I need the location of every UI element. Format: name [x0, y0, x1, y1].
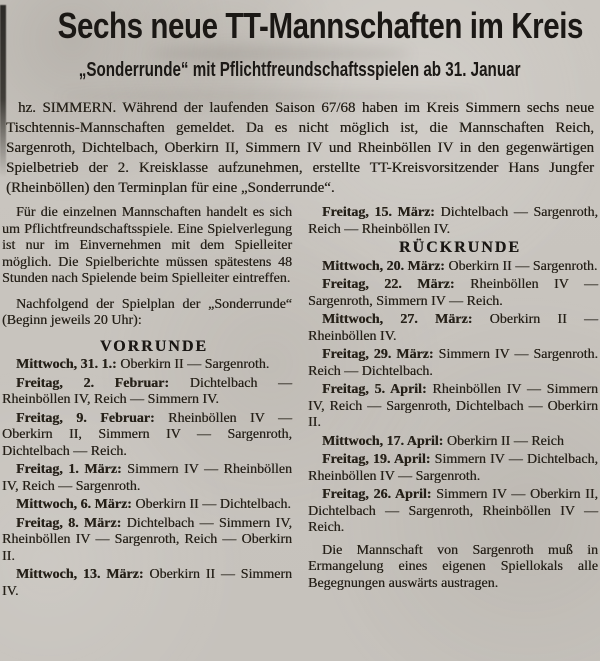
entry-games: Oberkirn II — Sargenroth.	[448, 258, 598, 274]
entry-date: Mittwoch, 20. März:	[322, 258, 445, 274]
entry-games: Dichtelbach — Rheinböllen IV, Reich — Simmern IV.	[2, 375, 292, 407]
section-title-rueckrunde: RÜCKRUNDE	[399, 239, 521, 256]
entry-games: Simmern IV — Rheinböllen IV, Reich — Sargenroth.	[2, 462, 292, 494]
schedule-entry	[308, 452, 598, 485]
article-subheadline-text: „Sonderrunde“ mit Pflichtfreundschaftsspielen ab 31. Januar	[79, 59, 521, 81]
entry-date: Mittwoch, 31. 1.:	[16, 357, 117, 372]
entry-date: Mittwoch, 6. März:	[16, 497, 132, 512]
entry-games: Simmern IV — Sargenroth. Reich — Dichtelbach.	[308, 347, 598, 379]
rules-paragraph: Für die einzelnen Mannschaften handelt es sich um Pflichtfreundschaftsspiele. Eine Spielverlegung ist nur im Einvernehmen mit dem Spielleiter möglich. Die Spielberichte müssen spätestens 48 Stunden nach Spielende beim Spielleiter eintreffen.	[2, 205, 292, 286]
entry-games: Oberkirn II — Dichtelbach.	[135, 497, 291, 512]
schedule-entry	[308, 205, 598, 238]
section-title-vorrunde: VORRUNDE	[99, 337, 209, 355]
entry-date: Freitag, 19. April:	[322, 452, 431, 467]
schedule-entry	[308, 277, 598, 310]
entry-date: Freitag, 8. März:	[16, 515, 122, 531]
entry-date: Mittwoch, 17. April:	[322, 433, 444, 449]
entry-date: Mittwoch, 27. März:	[322, 312, 473, 327]
entry-games: Dichtelbach — Simmern IV, Rheinböllen IV — Sargenroth, Reich — Oberkirn II.	[2, 515, 292, 564]
entry-games: Dichtelbach — Sargenroth, Reich — Rheinböllen IV.	[308, 205, 599, 237]
schedule-entry	[308, 382, 598, 432]
schedule-entry	[2, 567, 292, 600]
newspaper-scan	[0, 5, 600, 661]
entry-date: Freitag, 26. April:	[322, 487, 432, 502]
left-column	[2, 205, 292, 602]
entry-games: Oberkirn II — Reich	[446, 433, 564, 449]
article-subheadline	[0, 56, 600, 83]
entry-date: Freitag, 5. April:	[322, 382, 427, 397]
schedule-note-paragraph: Nachfolgend der Spielplan der „Sonderrunde“ (Beginn jeweils 20 Uhr):	[2, 296, 292, 328]
schedule-entry	[2, 376, 292, 409]
schedule-entry	[308, 312, 598, 345]
article	[0, 5, 600, 602]
schedule-entry	[2, 516, 292, 566]
entry-games: Simmern IV — Oberkirn II, Dichtelbach — Sargenroth, Rheinböllen IV — Reich.	[308, 487, 599, 535]
vorrunde-entries-continued	[308, 205, 598, 238]
entry-games: Simmern IV — Dichtelbach, Rheinböllen IV — Sargenroth.	[308, 452, 598, 484]
entry-date: Freitag, 1. März:	[16, 462, 122, 477]
schedule-entry	[308, 259, 598, 276]
schedule-entry	[308, 487, 598, 537]
entry-games: Oberkirn II — Simmern IV.	[2, 567, 292, 599]
vorrunde-entries	[2, 357, 292, 600]
schedule-entry	[2, 411, 292, 461]
entry-date: Freitag, 2. Februar:	[16, 375, 170, 391]
entry-date: Freitag, 22. März:	[322, 277, 455, 292]
right-column	[308, 205, 598, 602]
article-headline-text: Sechs neue TT-Mannschaften im Kreis	[57, 5, 584, 46]
schedule-entry	[2, 497, 292, 514]
intro-paragraph: hz. SIMMERN. Während der laufenden Saison 67/68 haben im Kreis Simmern sechs neue Tischtennis-Mannschaften gemeldet. Da es nicht möglich ist, die Mannschaften Reich, Sargenroth, Dichtelbach, Oberkirn II, Simmern IV und Rheinböllen IV in den gegenwärtigen Spielbetrieb der 2. Kreisklasse aufzunehmen, erstellte TT-Kreisvorsitzender Hans Jungfer (Rheinböllen) den Terminplan für eine „Sonderrunde“.	[6, 100, 594, 196]
article-headline	[0, 5, 600, 47]
entry-games: Oberkirn II — Rheinböllen IV.	[308, 312, 598, 344]
closing-paragraph: Die Mannschaft von Sargenroth muß in Ermangelung eines eigenen Spiellokals alle Begegnungen auswärts austragen.	[308, 542, 598, 591]
article-columns	[0, 205, 600, 602]
entry-games: Rheinböllen IV — Simmern IV, Reich — Sargenroth, Dichtelbach — Oberkirn II.	[308, 382, 598, 430]
entry-games: Rheinböllen IV — Oberkirn II, Simmern IV — Sargenroth, Dichtelbach — Reich.	[2, 410, 292, 459]
schedule-entry	[2, 462, 292, 495]
entry-games: Rheinböllen IV — Sargenroth, Simmern IV — Reich.	[308, 277, 598, 309]
schedule-entry	[308, 434, 598, 451]
entry-date: Freitag, 15. März:	[322, 205, 435, 220]
scan-edge-artifact	[0, 5, 6, 177]
entry-games: Oberkirn II — Sargenroth.	[120, 357, 270, 372]
entry-date: Freitag, 9. Februar:	[16, 410, 155, 426]
schedule-entry	[308, 347, 598, 380]
schedule-entry	[2, 357, 292, 374]
rueckrunde-entries	[308, 259, 598, 537]
entry-date: Freitag, 29. März:	[322, 347, 434, 362]
entry-date: Mittwoch, 13. März:	[16, 567, 144, 582]
